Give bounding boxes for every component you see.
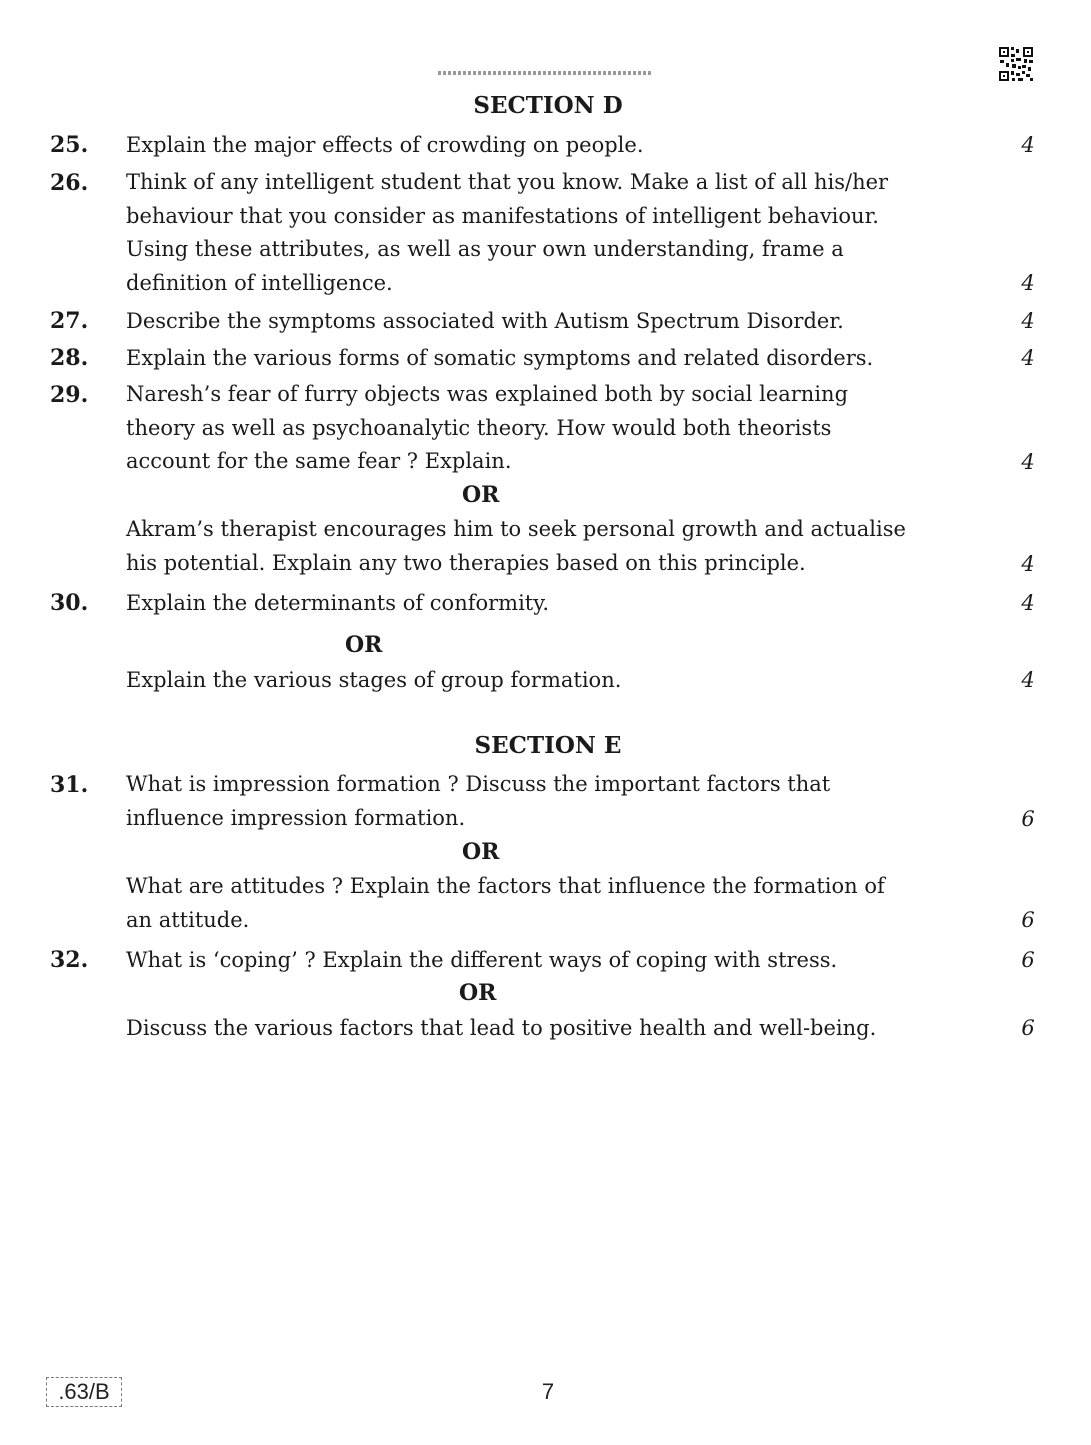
question-31-alternative-line: an attitude.	[126, 907, 250, 932]
question-31-line: influence impression formation.	[126, 805, 466, 830]
question-32-marks: 6	[1021, 948, 1035, 972]
question-32-or-label: OR	[459, 980, 497, 1006]
question-32-number: 32.	[50, 947, 89, 973]
question-26-line: Think of any intelligent student that you know. Make a list of all his/her	[126, 170, 889, 194]
question-29-line: Naresh’s fear of furry objects was explained both by social learning	[126, 382, 849, 406]
question-29-marks: 4	[1021, 450, 1035, 474]
question-26-text	[126, 166, 979, 300]
question-28-text: Explain the various forms of somatic symptoms and related disorders.	[126, 346, 874, 370]
question-30-marks: 4	[1021, 591, 1035, 615]
question-29-alternative-line: Akram’s therapist encourages him to seek personal growth and actualise	[126, 517, 906, 541]
question-30-alternative-text: Explain the various stages of group formation.	[126, 668, 622, 692]
top-security-strip	[438, 71, 652, 75]
question-32-text: What is ‘coping’ ? Explain the different ways of coping with stress.	[126, 948, 838, 972]
question-25-text: Explain the major effects of crowding on people.	[126, 133, 644, 157]
question-31-alternative-marks: 6	[1021, 908, 1035, 932]
question-32-alternative-text: Discuss the various factors that lead to positive health and well-being.	[126, 1016, 877, 1040]
question-30-alternative-marks: 4	[1021, 668, 1035, 692]
question-29-alternative-text	[126, 513, 979, 580]
question-27-marks: 4	[1021, 309, 1035, 333]
paper-code: .63/B	[46, 1377, 122, 1407]
question-28-marks: 4	[1021, 346, 1035, 370]
question-25-number: 25.	[50, 132, 89, 158]
question-27-number: 27.	[50, 308, 89, 334]
question-30-or-label: OR	[345, 632, 383, 658]
question-26-line: behaviour that you consider as manifestations of intelligent behaviour.	[126, 203, 879, 228]
question-26-number: 26.	[50, 170, 89, 196]
question-31-line: What is impression formation ? Discuss the important factors that	[126, 772, 831, 796]
question-29-line: account for the same fear ? Explain.	[126, 449, 512, 473]
section-e-heading: SECTION E	[474, 732, 622, 759]
question-29-line: theory as well as psychoanalytic theory. How would both theorists	[126, 415, 832, 440]
question-31-or-label: OR	[462, 839, 500, 865]
question-31-text	[126, 768, 979, 835]
question-29-number: 29.	[50, 382, 89, 408]
qr-code-icon	[998, 46, 1034, 82]
question-31-marks: 6	[1021, 807, 1035, 831]
section-d-heading: SECTION D	[473, 92, 623, 119]
question-31-alternative-line: What are attitudes ? Explain the factors that influence the formation of	[126, 874, 885, 898]
question-26-marks: 4	[1021, 271, 1035, 295]
question-29-text	[126, 378, 979, 479]
question-26-line: definition of intelligence.	[126, 270, 393, 295]
question-25-marks: 4	[1021, 133, 1035, 157]
page-number: 7	[541, 1379, 555, 1404]
question-29-alternative-marks: 4	[1021, 552, 1035, 576]
question-29-or-label: OR	[462, 482, 500, 508]
question-27-text: Describe the symptoms associated with Autism Spectrum Disorder.	[126, 309, 844, 333]
question-30-number: 30.	[50, 590, 89, 616]
question-30-text: Explain the determinants of conformity.	[126, 591, 549, 615]
question-31-alternative-text	[126, 870, 979, 937]
question-32-alternative-marks: 6	[1021, 1016, 1035, 1040]
question-31-number: 31.	[50, 772, 89, 798]
question-29-alternative-line: his potential. Explain any two therapies based on this principle.	[126, 550, 806, 575]
question-28-number: 28.	[50, 345, 89, 371]
question-26-line: Using these attributes, as well as your own understanding, frame a	[126, 237, 844, 261]
